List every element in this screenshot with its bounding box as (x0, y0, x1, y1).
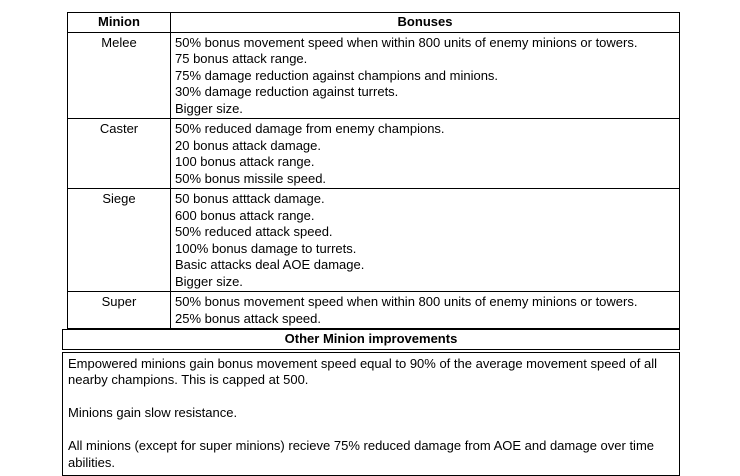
bonuses-cell (171, 189, 680, 292)
table-row (68, 189, 680, 292)
table-row (68, 292, 680, 329)
bonus-line: 50% bonus movement speed when within 800 units of enemy minions or towers. (175, 35, 675, 52)
bonuses-column-header: Bonuses (171, 13, 680, 33)
bonus-line: 50% bonus missile speed. (175, 171, 675, 188)
note-paragraph: All minions (except for super minions) recieve 75% reduced damage from AOE and damage over time abilities. (68, 438, 674, 471)
bonus-line: 20 bonus attack damage. (175, 138, 675, 155)
minion-type-cell: Siege (68, 189, 171, 292)
minion-type-cell: Super (68, 292, 171, 329)
bonuses-cell (171, 32, 680, 119)
bonus-line: 75 bonus attack range. (175, 51, 675, 68)
bonus-line: 50% reduced attack speed. (175, 224, 675, 241)
table-header-row (68, 13, 680, 33)
bonus-line: 25% bonus attack speed. (175, 311, 675, 328)
bonus-line: 100% bonus damage to turrets. (175, 241, 675, 258)
other-improvements-header: Other Minion improvements (62, 329, 680, 350)
bonuses-cell (171, 292, 680, 329)
minion-type-cell: Caster (68, 119, 171, 189)
minion-bonuses-table (67, 12, 680, 329)
bonus-line: 600 bonus attack range. (175, 208, 675, 225)
bonus-line: 30% damage reduction against turrets. (175, 84, 675, 101)
bonus-line: 75% damage reduction against champions and minions. (175, 68, 675, 85)
table-row (68, 32, 680, 119)
bonus-line: 50 bonus atttack damage. (175, 191, 675, 208)
minion-type-cell: Melee (68, 32, 171, 119)
bonuses-cell (171, 119, 680, 189)
bonus-line: 100 bonus attack range. (175, 154, 675, 171)
bonus-line: Basic attacks deal AOE damage. (175, 257, 675, 274)
bonus-line: Bigger size. (175, 101, 675, 118)
note-paragraph: Empowered minions gain bonus movement speed equal to 90% of the average movement speed of all nearby champions. This is capped at 500. (68, 356, 674, 389)
note-paragraph: Minions gain slow resistance. (68, 405, 674, 422)
table-row (68, 119, 680, 189)
bonus-line: Bigger size. (175, 274, 675, 291)
bonus-line: 50% bonus movement speed when within 800 units of enemy minions or towers. (175, 294, 675, 311)
other-improvements-notes (62, 352, 680, 476)
minion-table-body (68, 32, 680, 329)
bonus-line: 50% reduced damage from enemy champions. (175, 121, 675, 138)
minion-column-header: Minion (68, 13, 171, 33)
